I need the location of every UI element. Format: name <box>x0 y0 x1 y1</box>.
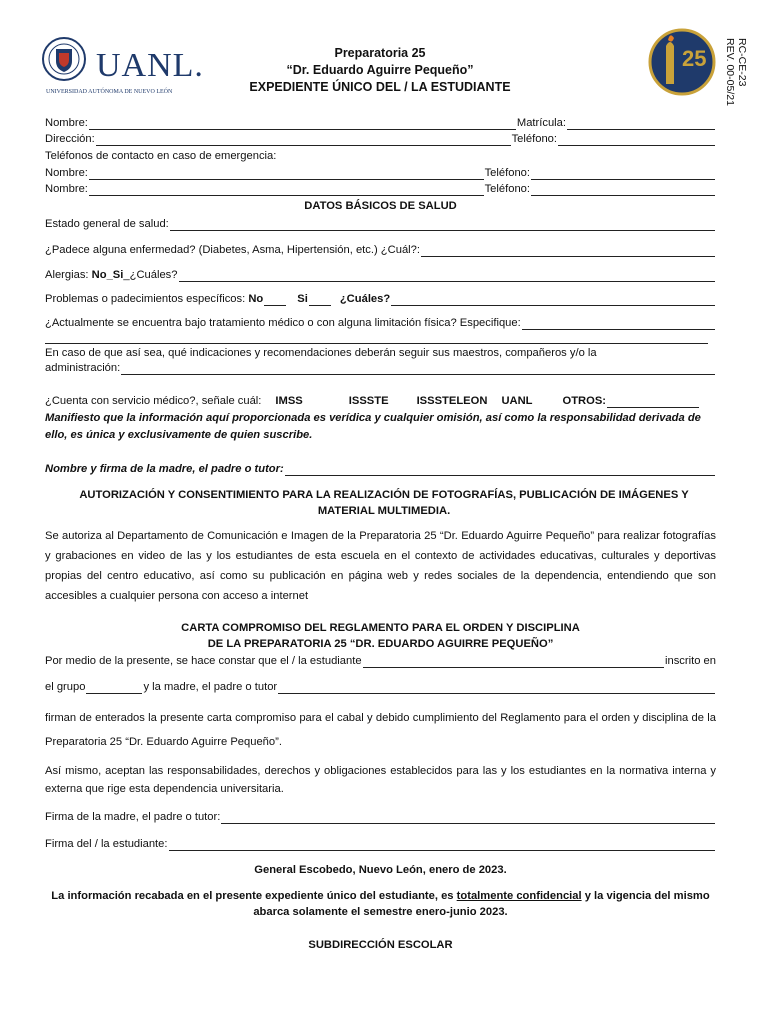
input-firma-tutor-salud[interactable] <box>285 464 715 476</box>
label-telefono-emergencia-1: Teléfono: <box>484 167 530 179</box>
input-otros[interactable] <box>607 396 699 408</box>
row-emergencia <box>45 149 716 163</box>
row-problemas <box>45 292 716 306</box>
label-alergias: Alergias: <box>45 269 89 281</box>
info-text-underlined: totalmente confidencial <box>456 890 582 902</box>
carta-title-line-1: CARTA COMPROMISO DEL REGLAMENTO PARA EL ORDEN Y DISCIPLINA <box>181 622 580 634</box>
label-carta-inscrito: inscrito en <box>665 655 716 667</box>
label-enfermedad: ¿Padece alguna enfermedad? (Diabetes, Asma, Hipertensión, etc.) ¿Cuál?: <box>45 244 420 256</box>
row-emergencia-1 <box>45 166 716 180</box>
label-direccion: Dirección: <box>45 133 95 145</box>
row-tratamiento <box>45 316 716 330</box>
blank-problemas-si[interactable] <box>309 294 331 306</box>
option-alergias-no[interactable]: No <box>91 269 107 281</box>
label-servicio-medico: ¿Cuenta con servicio médico?, señale cuál: <box>45 395 262 407</box>
input-carta-estudiante[interactable] <box>363 656 664 668</box>
document-title: EXPEDIENTE ÚNICO DEL / LA ESTUDIANTE <box>249 80 511 94</box>
carta-firman: firman de enterados la presente carta compromiso para el cabal y debido cumplimiento del Reglamento para el orden y disciplina de la Preparatoria 25 “Dr. Eduardo Aguirre Pequeño”. <box>45 712 716 748</box>
option-imss[interactable]: IMSS <box>275 395 303 407</box>
uanl-logo-text: UANL. <box>96 47 204 84</box>
subdireccion: SUBDIRECCIÓN ESCOLAR <box>308 939 453 951</box>
lugar-fecha: General Escobedo, Nuevo León, enero de 2023. <box>254 864 507 876</box>
row-firma-tutor-salud <box>45 462 716 476</box>
input-carta-tutor[interactable] <box>278 682 715 694</box>
input-problemas[interactable] <box>391 294 715 306</box>
option-problemas-si[interactable]: Si <box>297 293 308 305</box>
row-direccion <box>45 132 716 146</box>
carta-asimismo: Así mismo, aceptan las responsabilidades, derechos y obligaciones establecidos para las y los estudiantes en la normativa interna y externa que rige esta dependencia universitaria. <box>45 765 716 795</box>
blank-problemas-no[interactable] <box>264 294 286 306</box>
label-carta-estudiante: Por medio de la presente, se hace constar que el / la estudiante <box>45 655 362 667</box>
info-confidencial <box>45 888 716 920</box>
row-servicio-medico <box>45 394 716 408</box>
uanl-logo-subtitle: UNIVERSIDAD AUTÓNOMA DE NUEVO LEÓN <box>46 89 173 95</box>
input-carta-grupo[interactable] <box>86 682 142 694</box>
input-tratamiento[interactable] <box>522 318 715 330</box>
input-nombre[interactable] <box>89 118 516 130</box>
row-carta-estudiante <box>45 654 716 668</box>
row-firma-madre <box>45 810 716 824</box>
label-nombre-emergencia-1: Nombre: <box>45 167 88 179</box>
input-telefono-emergencia-1[interactable] <box>531 168 715 180</box>
label-telefono-emergencia-2: Teléfono: <box>484 183 530 195</box>
label-firma-madre: Firma de la madre, el padre o tutor: <box>45 811 221 823</box>
row-administracion <box>45 361 716 375</box>
label-tratamiento: ¿Actualmente se encuentra bajo tratamiento médico o con alguna limitación física? Especifique: <box>45 317 521 329</box>
info-text-b: y la vigencia del mismo abarca solamente el semestre enero-junio 2023. <box>253 890 710 918</box>
option-issste[interactable]: ISSSTE <box>348 395 389 407</box>
label-problemas: Problemas o padecimientos específicos: <box>45 293 246 305</box>
option-issteleon[interactable]: ISSSTELEON <box>416 395 488 407</box>
label-emergencia: Teléfonos de contacto en caso de emergencia: <box>45 150 277 162</box>
label-carta-grupo: el grupo <box>45 681 86 693</box>
label-administracion: administración: <box>45 362 121 374</box>
document-code <box>724 38 748 106</box>
label-carta-tutor: y la madre, el padre o tutor <box>143 681 278 693</box>
auth-section-title: AUTORIZACIÓN Y CONSENTIMIENTO PARA LA REALIZACIÓN DE FOTOGRAFÍAS, PUBLICACIÓN DE IMÁGENES Y MATERIAL MULTIMEDIA. <box>79 489 689 517</box>
input-telefono-emergencia-2[interactable] <box>531 184 715 196</box>
row-nombre <box>45 116 716 130</box>
school-subname: “Dr. Eduardo Aguirre Pequeño” <box>286 63 474 77</box>
row-alergias: Alergias: No _ Si _ ¿Cuáles? <box>45 268 716 282</box>
logo-number: 25 <box>682 46 707 71</box>
input-matricula[interactable] <box>567 118 715 130</box>
option-alergias-si[interactable]: Si <box>112 269 124 281</box>
row-estado-salud <box>45 217 716 231</box>
label-indicaciones: En caso de que así sea, qué indicaciones y recomendaciones deberán seguir sus maestros, compañeros y/o la <box>45 347 597 359</box>
health-section-title: DATOS BÁSICOS DE SALUD <box>304 200 457 212</box>
auth-body: Se autoriza al Departamento de Comunicación e Imagen de la Preparatoria 25 “Dr. Eduardo Aguirre Pequeño” para realizar fotografías y grabaciones en video de las y los estudiantes de esta escuela en el contexto de actividades educativas, culturales y deportivas propias del centro educativo, así como su publicación en página web y redes sociales de la dependencia, entendiendo que son accesibles a cualquier persona con acceso a internet <box>45 530 716 602</box>
carta-title <box>45 620 716 652</box>
option-otros[interactable]: OTROS: <box>562 395 607 407</box>
school-name: Preparatoria 25 <box>334 46 426 60</box>
row-indicaciones <box>45 346 716 360</box>
row-emergencia-2 <box>45 182 716 196</box>
input-firma-estudiante[interactable] <box>169 839 716 851</box>
input-enfermedad[interactable] <box>421 245 715 257</box>
document-header <box>200 45 560 96</box>
blank-line-tratamiento[interactable] <box>45 343 708 344</box>
document-revision: REV. 00-05/21 <box>724 38 736 106</box>
input-nombre-emergencia-1[interactable] <box>89 168 484 180</box>
option-problemas-no[interactable]: No <box>248 293 264 305</box>
input-estado-salud[interactable] <box>170 219 715 231</box>
label-problemas-cuales: ¿Cuáles? <box>339 293 391 305</box>
document-code-id: RC-CE-23 <box>736 38 748 87</box>
input-direccion[interactable] <box>96 134 511 146</box>
label-alergias-cuales: ¿Cuáles? <box>129 269 178 281</box>
info-text-a: La información recabada en el presente expediente único del estudiante, es <box>51 890 457 902</box>
uanl-logo <box>40 33 204 101</box>
input-firma-madre[interactable] <box>221 812 715 824</box>
carta-title-line-2: DE LA PREPARATORIA 25 “DR. EDUARDO AGUIRRE PEQUEÑO” <box>207 638 554 650</box>
label-nombre: Nombre: <box>45 117 88 129</box>
label-estado-salud: Estado general de salud: <box>45 218 169 230</box>
row-carta-grupo <box>45 680 716 694</box>
input-alergias[interactable] <box>179 270 716 282</box>
row-enfermedad <box>45 243 716 257</box>
input-nombre-emergencia-2[interactable] <box>89 184 484 196</box>
row-firma-estudiante <box>45 837 716 851</box>
label-firma-estudiante: Firma del / la estudiante: <box>45 838 168 850</box>
label-firma-tutor-salud: Nombre y firma de la madre, el padre o tutor: <box>45 463 284 475</box>
input-telefono[interactable] <box>558 134 715 146</box>
input-administracion[interactable] <box>121 363 715 375</box>
label-matricula: Matrícula: <box>516 117 566 129</box>
label-nombre-emergencia-2: Nombre: <box>45 183 88 195</box>
manifiesto-text: Manifiesto que la información aquí proporcionada es verídica y cualquier omisión, así como la responsabilidad derivada de ello, es única y exclusivamente de quien suscribe. <box>45 412 701 441</box>
preparatoria-25-logo <box>646 26 716 98</box>
option-uanl[interactable]: UANL <box>501 395 533 407</box>
label-telefono: Teléfono: <box>511 133 557 145</box>
